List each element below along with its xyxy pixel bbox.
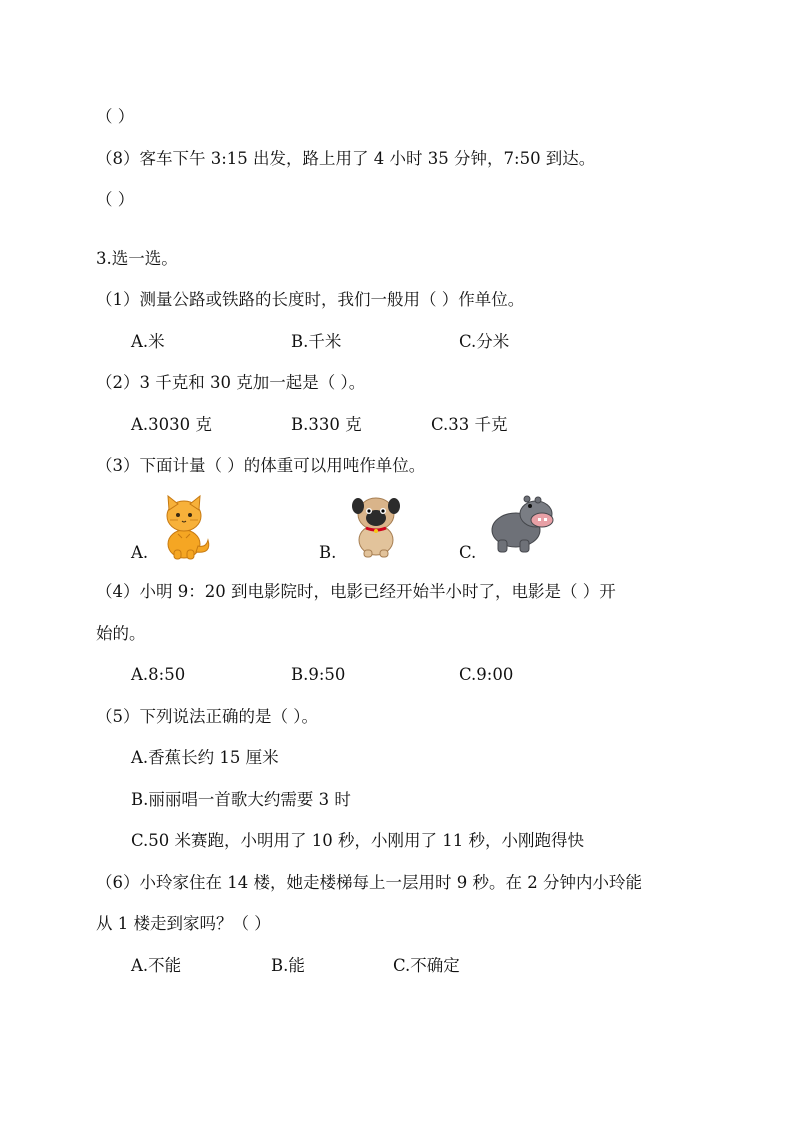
q8-question: （8）客车下午 3:15 出发，路上用了 4 小时 35 分钟，7:50 到达。 [96,149,596,168]
q2-option-b: B.330 克 [291,415,362,434]
q2-option-c: C.33 千克 [431,415,508,434]
q3-option-c: C. [459,543,477,562]
q1-option-b: B.千米 [291,332,342,351]
q3-option-b: B. [319,543,337,562]
q4-option-b: B.9:50 [291,665,346,684]
q7-answer-blank: （ ） [96,107,135,126]
q6-option-c: C.不确定 [393,956,460,975]
q1-option-c: C.分米 [459,332,510,351]
q4-option-c: C.9:00 [459,665,514,684]
hippo-image [488,492,556,554]
q6-option-a: A.不能 [131,956,182,975]
q4-question-line1: （4）小明 9：20 到电影院时，电影已经开始半小时了，电影是（ ）开 [96,582,616,601]
q5-question: （5）下列说法正确的是（ ）。 [96,707,318,726]
q6-question-line1: （6）小玲家住在 14 楼，她走楼梯每上一层用时 9 秒。在 2 分钟内小玲能 [96,873,642,892]
q5-option-b: B.丽丽唱一首歌大约需要 3 时 [131,790,351,809]
q6-question-line2: 从 1 楼走到家吗？（ ） [96,914,271,933]
q1-question: （1）测量公路或铁路的长度时，我们一般用（ ）作单位。 [96,290,525,309]
q4-question-line2: 始的。 [96,624,146,643]
q8-answer-blank: （ ） [96,190,135,209]
section-title: 3.选一选。 [96,249,178,268]
q4-option-a: A.8:50 [131,665,186,684]
q2-question: （2）3 千克和 30 克加一起是（ ）。 [96,373,366,392]
q3-question: （3）下面计量（ ）的体重可以用吨作单位。 [96,456,426,475]
q3-option-a: A. [131,543,149,562]
q1-option-a: A.米 [131,332,165,351]
q5-option-c: C.50 米赛跑，小明用了 10 秒，小刚用了 11 秒，小刚跑得快 [131,831,584,850]
cat-image [156,494,216,560]
pug-image [350,494,402,558]
q5-option-a: A.香蕉长约 15 厘米 [131,748,279,767]
q2-option-a: A.3030 克 [131,415,212,434]
q6-option-b: B.能 [271,956,305,975]
